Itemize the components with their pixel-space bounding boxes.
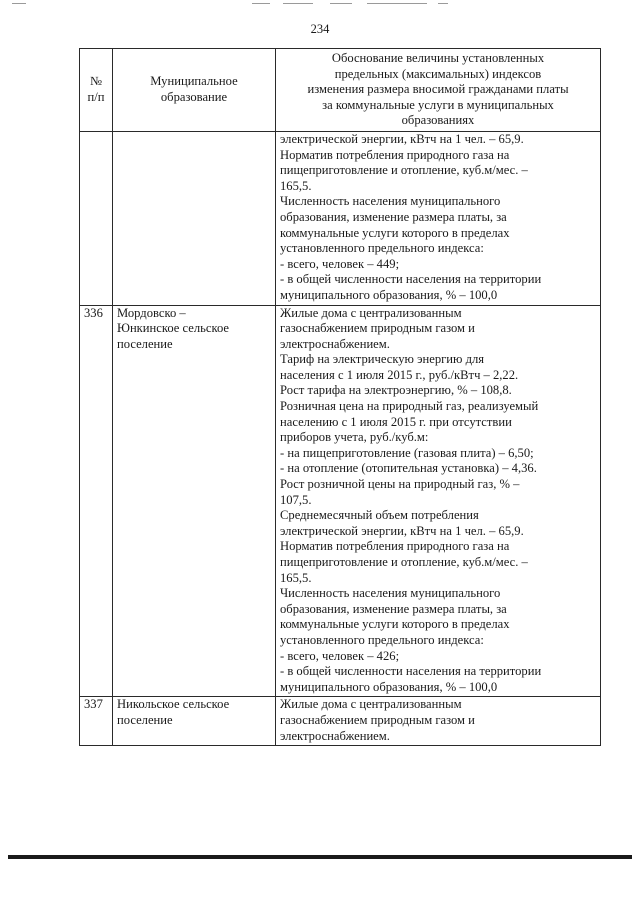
- table-row: [80, 305, 601, 697]
- justification-line: образования, изменение размера платы, за: [280, 209, 507, 224]
- justification-line: установленного предельного индекса:: [280, 241, 484, 256]
- justification-line: населению с 1 июля 2015 г. при отсутствии: [280, 414, 512, 429]
- justification-line: - всего, человек – 426;: [280, 648, 400, 663]
- justification-line: Численность населения муниципального: [280, 194, 501, 209]
- header-justification: Обоснование величины установленных предельных (максимальных) индексов изменения размера вносимой гражданами платы за коммунальные услуги в муниципальных образованиях: [276, 49, 601, 132]
- justification-line: Численность населения муниципального: [280, 586, 501, 601]
- justification-line: муниципального образования, % – 100,0: [280, 287, 498, 302]
- justification-line: Среднемесячный объем потребления: [280, 508, 479, 523]
- justification-text: [276, 697, 601, 746]
- header-num: № п/п: [80, 49, 113, 132]
- bottom-rule: [8, 855, 632, 859]
- justification-line: - всего, человек – 449;: [280, 256, 400, 271]
- justification-line: Норматив потребления природного газа на: [280, 539, 510, 554]
- header-municipality: Муниципальное образование: [113, 49, 276, 132]
- tariff-justification-table: [79, 48, 601, 746]
- justification-line: образования, изменение размера платы, за: [280, 601, 507, 616]
- justification-line: электрической энергии, кВтч на 1 чел. – 65,9.: [280, 131, 524, 146]
- justification-line: муниципального образования, % – 100,0: [280, 679, 498, 694]
- municipality-line: поселение: [117, 712, 173, 727]
- justification-line: Рост розничной цены на природный газ, % –: [280, 477, 520, 492]
- table-row: [80, 697, 601, 746]
- municipality-line: Никольское сельское: [117, 697, 230, 712]
- justification-line: Жилые дома с централизованным: [280, 305, 462, 320]
- justification-line: Розничная цена на природный газ, реализуемый: [280, 399, 539, 414]
- justification-line: установленного предельного индекса:: [280, 632, 484, 647]
- justification-line: - в общей численности населения на территории: [280, 272, 542, 287]
- justification-line: газоснабжением природным газом и: [280, 712, 475, 727]
- justification-line: пищеприготовление и отопление, куб.м/мес. –: [280, 555, 528, 569]
- table-header-row: [80, 49, 601, 132]
- justification-line: коммунальные услуги которого в пределах: [280, 617, 510, 632]
- justification-line: приборов учета, руб./куб.м:: [280, 430, 429, 445]
- justification-line: 107,5.: [280, 492, 312, 507]
- justification-line: населения с 1 июля 2015 г., руб./кВтч – 2,22.: [280, 367, 519, 382]
- row-number: 336: [80, 305, 113, 697]
- row-number: 337: [80, 697, 113, 746]
- justification-line: электрической энергии, кВтч на 1 чел. – 65,9.: [280, 523, 524, 538]
- justification-line: - в общей численности населения на территории: [280, 664, 542, 679]
- justification-text: [276, 131, 601, 305]
- page-number: 234: [310, 22, 330, 36]
- justification-line: газоснабжением природным газом и: [280, 321, 475, 336]
- justification-line: электроснабжением.: [280, 728, 390, 743]
- justification-line: 165,5.: [280, 178, 312, 193]
- justification-line: 165,5.: [280, 570, 312, 585]
- row-number: [80, 131, 113, 305]
- justification-line: Рост тарифа на электроэнергию, % – 108,8.: [280, 383, 512, 398]
- municipality-name: [113, 305, 276, 697]
- scan-top-marks: [0, 3, 640, 7]
- justification-line: - на отопление (отопительная установка) – 4,36.: [280, 461, 537, 476]
- municipality-line: Юнкинское сельское: [117, 321, 230, 336]
- justification-line: пищеприготовление и отопление, куб.м/мес. –: [280, 163, 528, 178]
- table-row: [80, 131, 601, 305]
- table-body: [80, 131, 601, 745]
- justification-text: [276, 305, 601, 697]
- justification-line: электроснабжением.: [280, 336, 390, 351]
- municipality-line: поселение: [117, 336, 173, 351]
- justification-line: Жилые дома с централизованным: [280, 697, 462, 712]
- municipality-line: Мордовско –: [117, 305, 186, 320]
- justification-line: Тариф на электрическую энергию для: [280, 352, 485, 367]
- justification-line: Норматив потребления природного газа на: [280, 147, 510, 162]
- municipality-name: [113, 131, 276, 305]
- justification-line: коммунальные услуги которого в пределах: [280, 225, 510, 240]
- justification-line: - на пищеприготовление (газовая плита) – 6,50;: [280, 445, 534, 460]
- municipality-name: [113, 697, 276, 746]
